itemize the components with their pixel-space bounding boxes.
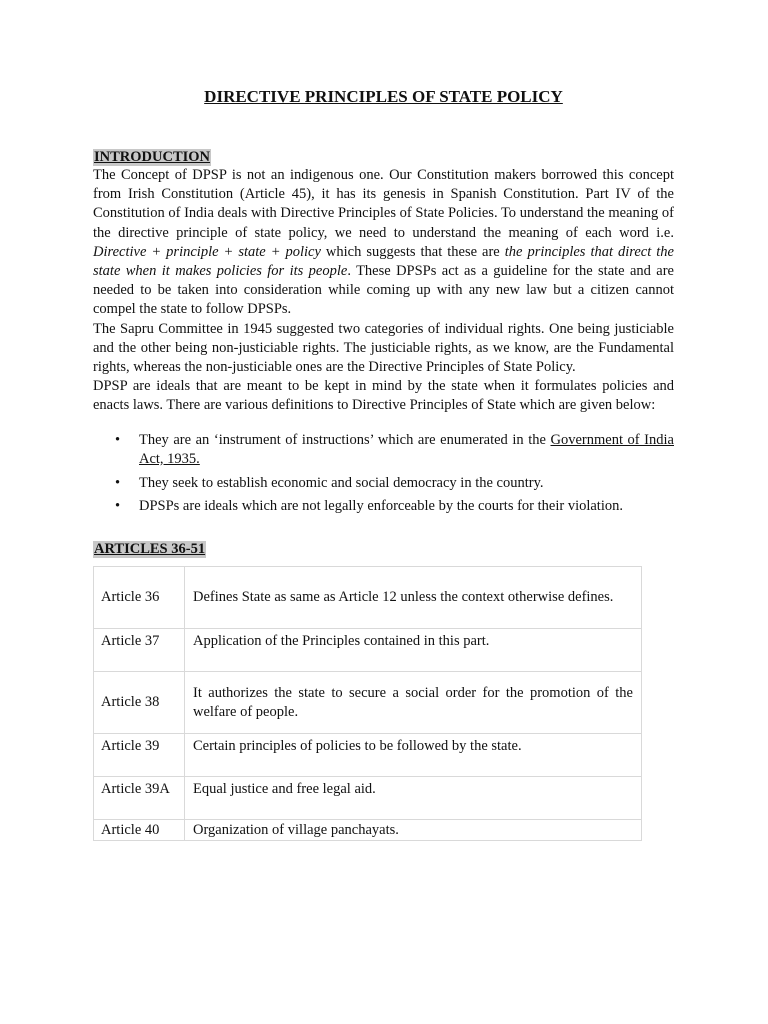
list-item: [93, 431, 674, 469]
table-row: [94, 672, 642, 734]
table-row: [94, 777, 642, 820]
list-item-text: DPSPs are ideals which are not legally enforceable by the courts for their violation.: [139, 498, 623, 515]
articles-heading: ARTICLES 36-51: [94, 541, 206, 558]
government-of-india-act-link[interactable]: Government of India Act, 1935.: [139, 431, 674, 467]
bullet-icon: •: [115, 474, 121, 491]
table-row: [94, 734, 642, 777]
list-item: [93, 497, 674, 516]
list-item-text: They are an ‘instrument of instructions’ which are enumerated in the: [139, 431, 551, 448]
document-title: DIRECTIVE PRINCIPLES OF STATE POLICY: [204, 87, 563, 106]
article-description-cell: Organization of village panchayats.: [185, 820, 642, 841]
intro-p1-italic-formula: Directive + principle + state + policy: [93, 243, 321, 260]
article-description-cell: It authorizes the state to secure a social order for the promotion of the welfare of people.: [185, 672, 642, 734]
article-number-cell: Article 36: [94, 567, 185, 629]
intro-p1-italic-definition: the principles that direct the state when it makes policies for its people: [93, 243, 674, 280]
article-description-cell: Equal justice and free legal aid.: [185, 777, 642, 820]
intro-p1-text-e: . These DPSPs act as a guideline for the state and are needed to be taken into consideration while coming up with any new law but a citizen cannot compel the state to follow DPSPs.: [93, 263, 674, 318]
table-row: [94, 820, 642, 841]
document-page: [93, 86, 674, 841]
articles-section: [93, 540, 674, 558]
article-number-cell: Article 40: [94, 820, 185, 841]
article-number-cell: Article 38: [94, 672, 185, 734]
introduction-heading: INTRODUCTION: [94, 149, 211, 165]
article-description-cell: Defines State as same as Article 12 unless the context otherwise defines.: [185, 567, 642, 629]
articles-table: [93, 566, 642, 841]
intro-paragraph-2: The Sapru Committee in 1945 suggested two categories of individual rights. One being justiciable and the other being non-justiciable rights. The justiciable rights, as we know, are the Fundamental rights, whereas the non-justiciable ones are the Directive Principles of State Policy.: [93, 320, 674, 376]
list-item-text: They seek to establish economic and social democracy in the country.: [139, 474, 544, 491]
article-number-cell: Article 39A: [94, 777, 185, 820]
intro-p1-text-c: which suggests that these are: [320, 243, 505, 260]
definitions-list: [93, 431, 674, 517]
table-row: [94, 567, 642, 629]
intro-paragraph-3: DPSP are ideals that are meant to be kept in mind by the state when it formulates policies and enacts laws. There are various definitions to Directive Principles of State which are given below:: [93, 378, 674, 414]
article-number-cell: Article 39: [94, 734, 185, 777]
intro-p1-text-a: The Concept of DPSP is not an indigenous one. Our Constitution makers borrowed this concept from Irish Constitution (Article 45), it has its genesis in Spanish Constitution. Part IV of the Constitution of India deals with Directive Principles of State Policies. To understand the meaning of the directive principle of state policy, we need to understand the meaning of each word i.e.: [93, 167, 674, 241]
article-description-cell: Certain principles of policies to be followed by the state.: [185, 734, 642, 777]
introduction-section: [93, 148, 674, 166]
table-row: [94, 629, 642, 672]
list-item: [93, 474, 674, 493]
article-description-cell: Application of the Principles contained in this part.: [185, 629, 642, 672]
bullet-icon: •: [115, 431, 121, 448]
article-number-cell: Article 37: [94, 629, 185, 672]
bullet-icon: •: [115, 498, 121, 515]
intro-paragraph-1: [93, 166, 674, 320]
